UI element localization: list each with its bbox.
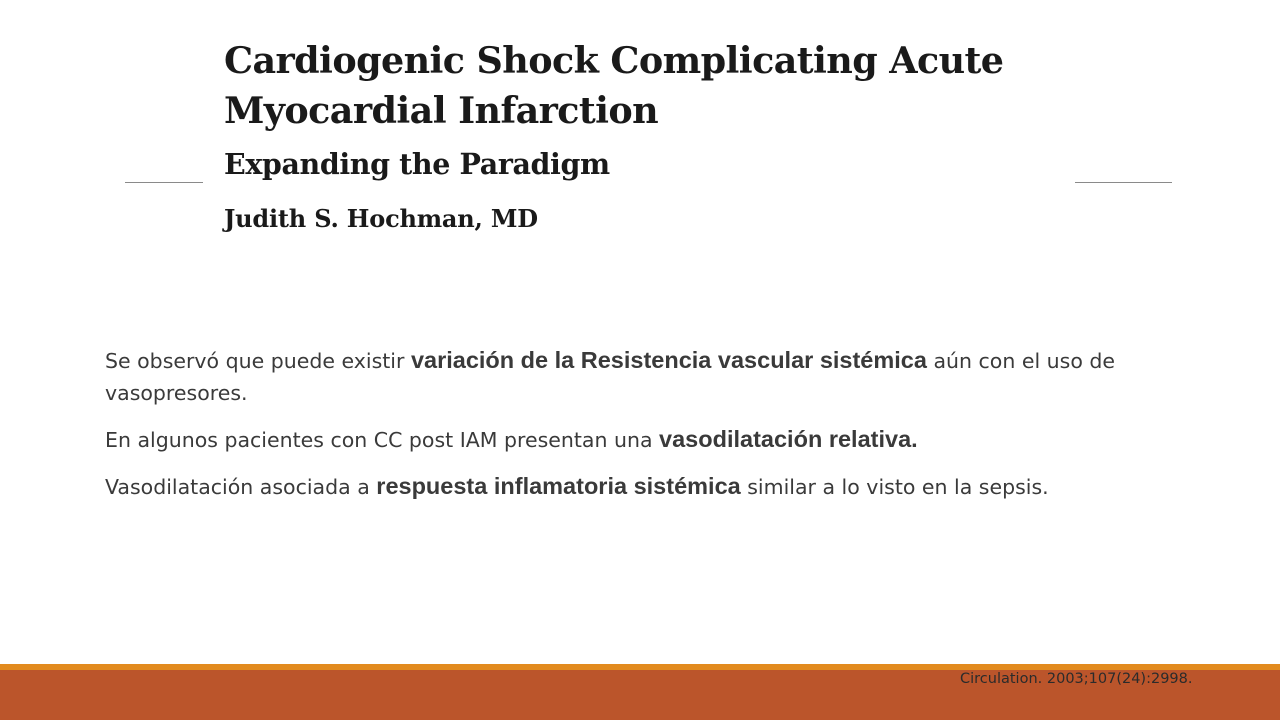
- article-subtitle: Expanding the Paradigm: [224, 147, 610, 181]
- paragraph-3-post: similar a lo visto en la sepsis.: [740, 475, 1049, 499]
- body-text: [105, 344, 1185, 517]
- citation: Circulation. 2003;107(24):2998.: [960, 671, 1193, 687]
- article-title: Cardiogenic Shock Complicating Acute Myocardial Infarction: [224, 39, 1004, 132]
- article-header-image: [222, 36, 1062, 246]
- paragraph-3: [105, 470, 1185, 503]
- paragraph-3-emphasis: respuesta inflamatoria sistémica: [376, 473, 741, 499]
- paragraph-2-pre: En algunos pacientes con CC post IAM presentan una: [105, 428, 660, 452]
- paragraph-2: [105, 423, 1185, 456]
- header-rule-left: [125, 182, 203, 183]
- paragraph-1: [105, 344, 1185, 409]
- article-author: Judith S. Hochman, MD: [224, 204, 538, 233]
- header-rule-right: [1075, 182, 1172, 183]
- paragraph-1-post: aún con el uso de vasopresores.: [105, 349, 1116, 405]
- paragraph-2-emphasis: vasodilatación relativa.: [659, 426, 918, 452]
- paragraph-3-pre: Vasodilatación asociada a: [105, 475, 377, 499]
- paragraph-1-emphasis: variación de la Resistencia vascular sistémica: [410, 347, 927, 373]
- paragraph-1-pre: Se observó que puede existir: [105, 349, 411, 373]
